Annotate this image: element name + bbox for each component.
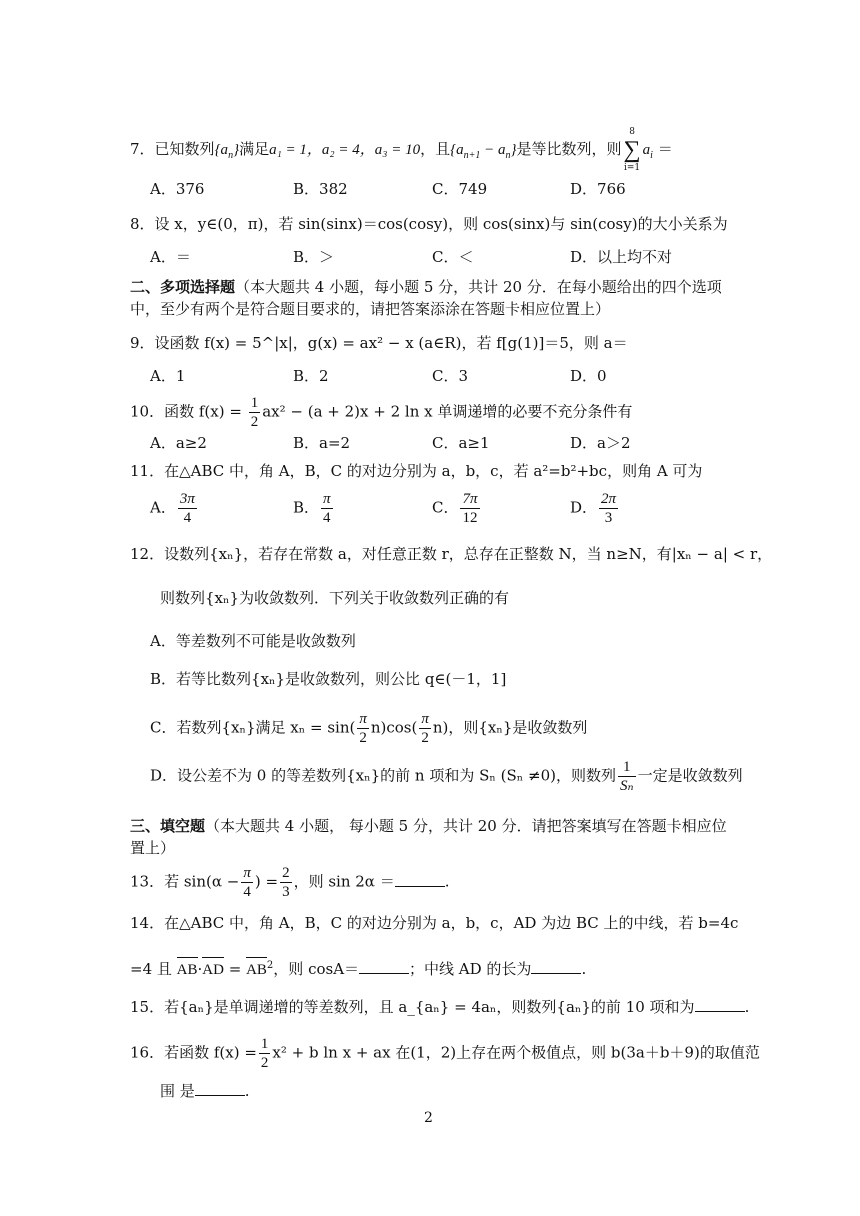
q12-option-c xyxy=(150,710,587,747)
q16-pre: 16．若函数 f(x) = xyxy=(130,1043,257,1062)
q10-option-b: B．a=2 xyxy=(293,434,351,452)
q16-den: 2 xyxy=(260,1055,269,1071)
q7-text-5: ＝ xyxy=(657,140,673,158)
q11-d-den: 3 xyxy=(604,510,613,526)
q12-c-den-1: 2 xyxy=(359,730,367,746)
q14-answer-blank-2[interactable] xyxy=(531,959,581,974)
q7-option-d: D．766 xyxy=(570,180,626,198)
q14-vec-ab: AB xyxy=(177,959,198,981)
q13-mid: ) = xyxy=(254,872,279,891)
question-9: 9．设函数 f(x) = 5^|x|，g(x) = ax² − x (a∈R)，若 f[g(1)]＝5，则 a＝ xyxy=(130,334,628,352)
section-2-heading xyxy=(130,276,735,320)
q12-c-post: n)，则{xₙ}是收敛数列 xyxy=(432,718,588,737)
q16-num: 1 xyxy=(260,1036,269,1052)
q7-sum: 8 ∑ i=1 xyxy=(623,127,641,173)
q12-c-mid: n)cos( xyxy=(370,718,418,737)
q12-option-d xyxy=(150,758,743,795)
q11-d-label: D． xyxy=(570,498,598,517)
q13-den-2: 3 xyxy=(282,884,290,900)
q8-option-d: D．以上均不对 xyxy=(570,248,673,266)
q12-c-den-2: 2 xyxy=(421,730,429,746)
q9-option-b: B．2 xyxy=(293,367,329,385)
q14-l2c: ；中线 AD 的长为 xyxy=(409,960,532,978)
question-12-line-1: 12．设数列{xₙ}，若存在常数 a，对任意正数 r，总存在正整数 N，当 n≥N，有|xₙ − a| < r， xyxy=(130,545,773,563)
q7-option-c: C．749 xyxy=(432,180,488,198)
q13-answer-blank[interactable] xyxy=(395,872,445,887)
question-8: 8．设 x，y∈(0，π)，若 sin(sinx)＝cos(cosy)，则 cos(sinx)与 sin(cosy)的大小关系为 xyxy=(130,215,728,233)
q8-option-b: B．＞ xyxy=(293,248,335,266)
q13-post: ，则 sin 2α ＝ xyxy=(293,872,395,891)
sum-upper: 8 xyxy=(629,127,635,137)
question-13 xyxy=(130,864,449,901)
q15-text: 15．若{aₙ}是单调递增的等差数列，且 a_{aₙ} = 4aₙ，则数列{aₙ}的前 10 项和为 xyxy=(130,998,695,1016)
q14-l2a: =4 且 xyxy=(130,960,172,978)
q13-den-1: 4 xyxy=(243,884,251,900)
q11-b-label: B． xyxy=(293,498,320,517)
q8-option-a: A．＝ xyxy=(150,248,191,266)
q11-b-num: π xyxy=(323,491,331,507)
q9-option-c: C．3 xyxy=(432,367,469,385)
q10-pre: 10．函数 f(x) = xyxy=(130,402,242,421)
q12-option-a: A．等差数列不可能是收敛数列 xyxy=(150,632,356,650)
q14-vec-ab-2: AB xyxy=(246,959,267,981)
question-15 xyxy=(130,996,749,1018)
q12-d-den: Sₙ xyxy=(620,778,634,794)
question-12-line-2: 则数列{xₙ}为收敛数列．下列关于收敛数列正确的有 xyxy=(160,589,510,607)
q11-b-den: 4 xyxy=(323,510,331,526)
q7-seq: $\{a_n\}$ xyxy=(214,142,240,161)
q16-post: x² + b ln x + ax 在(1，2)上存在两个极值点，则 b(3a＋b＋9)的取值范 xyxy=(272,1043,760,1062)
q10-post: ax² − (a + 2)x + 2 ln x 单调递增的必要不充分条件有 xyxy=(262,402,633,421)
question-16 xyxy=(130,1035,760,1072)
question-14-line-1: 14．在△ABC 中，角 A，B，C 的对边分别为 a，b，c，AD 为边 BC 上的中线，若 b=4c xyxy=(130,914,739,932)
q11-d-num: 2π xyxy=(601,491,617,507)
sum-lower: i=1 xyxy=(623,163,641,173)
q9-option-a: A．1 xyxy=(150,367,186,385)
q7-option-b: B．382 xyxy=(293,180,348,198)
q11-c-den: 12 xyxy=(462,510,478,526)
q12-option-b: B．若等比数列{xₙ}是收敛数列，则公比 q∈(－1，1] xyxy=(150,670,507,688)
q13-num-1: π xyxy=(243,865,251,881)
q15-end: . xyxy=(744,998,750,1016)
q13-num-2: 2 xyxy=(282,865,290,881)
q10-option-a: A．a≥2 xyxy=(150,434,207,452)
q7-a1: a₁ = 1， xyxy=(269,142,322,158)
question-16-line-2 xyxy=(160,1080,250,1102)
question-14-line-2: =4 且 $AB\cdot AD = AB^2$，则 cosA＝ ；中线 AD 的长为 . xyxy=(130,955,586,981)
q12-d-pre: D．设公差不为 0 的等差数列{xₙ}的前 n 项和为 Sₙ (Sₙ ≠0)，则数列 xyxy=(150,766,616,785)
q11-c-label: C． xyxy=(432,498,459,517)
q7-text-2: 满足 xyxy=(239,140,270,158)
page-number: 2 xyxy=(424,1110,433,1126)
q10-num: 1 xyxy=(250,395,259,411)
q10-fraction xyxy=(249,394,261,431)
q11-option-b xyxy=(293,490,335,527)
q13-end: . xyxy=(444,872,450,891)
q14-l2b: ，则 cosA＝ xyxy=(273,960,360,978)
q11-a-num: 3π xyxy=(179,491,195,507)
q9-option-d: D．0 xyxy=(570,367,607,385)
q7-number: 7． xyxy=(130,140,155,158)
q7-text-3: ，且 xyxy=(420,140,451,158)
q15-answer-blank[interactable] xyxy=(695,997,745,1012)
section-3-heading xyxy=(130,815,735,859)
q7-text-1: 已知数列 xyxy=(154,140,215,158)
q14-end: . xyxy=(581,960,587,978)
q14-vec-ad: AD xyxy=(202,959,224,981)
section-3-title: 三、填空题 xyxy=(130,817,206,835)
q16-end: . xyxy=(244,1082,250,1100)
q11-option-d xyxy=(570,490,620,527)
q7-text-4: 是等比数列，则 xyxy=(516,140,622,158)
q11-option-a xyxy=(150,490,199,527)
q12-c-num-1: π xyxy=(359,711,367,727)
section-2-title: 二、多项选择题 xyxy=(130,278,236,296)
section-2-desc: （本大题共 4 小题，每小题 5 分，共计 20 分．在每小题给出的四个选项中，至少有两个是符合题目要求的，请把答案添涂在答题卡相应位置上） xyxy=(130,278,722,318)
q10-den: 2 xyxy=(250,414,259,430)
section-3-desc: （本大题共 4 小题， 每小题 5 分，共计 20 分．请把答案填写在答题卡相应位置上） xyxy=(130,817,727,857)
q10-option-c: C．a≥1 xyxy=(432,434,490,452)
q12-d-num: 1 xyxy=(618,758,636,777)
q7-diff-seq: $\{a_{n+1} - a_n\}$ xyxy=(450,142,517,161)
q10-option-d: D．a＞2 xyxy=(570,434,631,452)
question-11: 11．在△ABC 中，角 A，B，C 的对边分别为 a，b，c，若 a²=b²+bc，则角 A 可为 xyxy=(130,462,703,480)
q11-option-c xyxy=(432,490,482,527)
q12-c-num-2: π xyxy=(421,711,429,727)
q12-c-pre: C．若数列{xₙ}满足 xₙ = sin( xyxy=(150,718,356,737)
q16-answer-blank[interactable] xyxy=(195,1081,245,1096)
q8-option-c: C．＜ xyxy=(432,248,474,266)
q16-line2-text: 围 是 xyxy=(160,1082,195,1100)
q7-option-a: A．376 xyxy=(150,180,205,198)
q13-pre: 13．若 sin(α − xyxy=(130,872,240,891)
question-7: 7．已知数列$\{a_n\}$满足a₁ = 1，a₂ = 4，a₃ = 10，且$\{a_{n+1} - a_n\}$是等比数列，则 8 ∑ i=1 $a_i$ ＝ xyxy=(130,127,673,173)
q7-a3: a₃ = 10 xyxy=(374,142,421,158)
q11-a-label: A． xyxy=(150,498,176,517)
q7-a2: a₂ = 4， xyxy=(321,142,375,158)
q11-c-num: 7π xyxy=(462,491,478,507)
question-10 xyxy=(130,394,632,431)
q11-a-den: 4 xyxy=(183,510,192,526)
q14-answer-blank-1[interactable] xyxy=(359,959,409,974)
q12-d-post: 一定是收敛数列 xyxy=(637,766,743,785)
